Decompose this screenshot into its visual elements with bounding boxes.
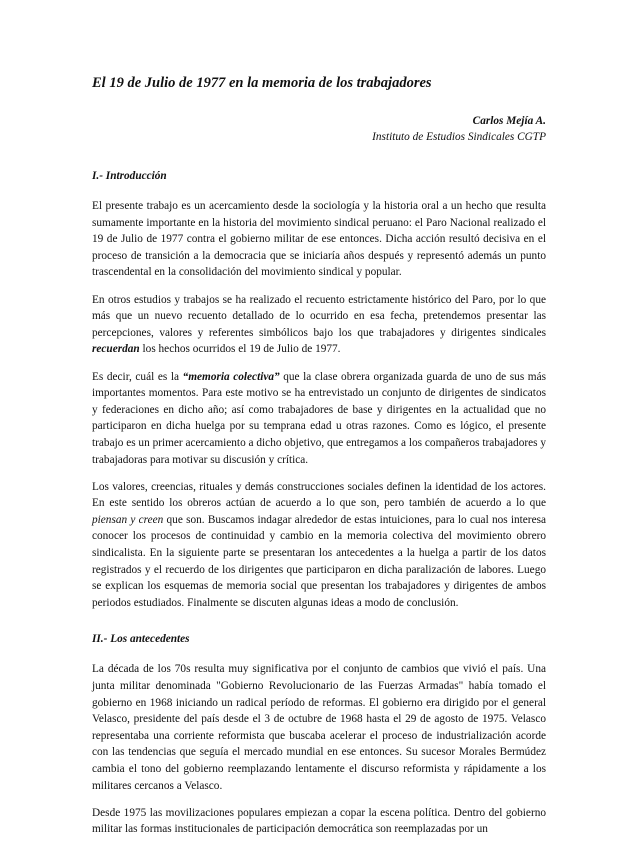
paragraph (92, 292, 546, 358)
paragraph (92, 479, 546, 612)
document-page (92, 74, 546, 849)
emphasized-text: “memoria colectiva” (182, 370, 280, 383)
section-heading-introduccion: I.- Introducción (92, 170, 167, 182)
section-heading-antecedentes: II.- Los antecedentes (92, 633, 190, 646)
paragraph: Desde 1975 las movilizaciones populares empiezan a copar la escena política. Dentro del gobierno militar las formas institucionales de participación democrática son reemplazadas por un (92, 806, 546, 836)
paragraph-text: Los valores, creencias, rituales y demás construcciones sociales definen la identidad de los actores. En este sentido los obreros actúan de acuerdo a lo que son, pero también de acuerdo a lo que (92, 480, 546, 510)
emphasized-text: recuerdan (92, 343, 140, 356)
author-affiliation: Instituto de Estudios Sindicales CGTP (372, 131, 546, 143)
paragraph: La década de los 70s resulta muy significativa por el conjunto de cambios que vivió el país. Una junta militar denominada "Gobierno Revolucionario de las Fuerzas Armadas" había tomado el gobierno en 1968 iniciando un radical período de reformas. El gobierno era dirigido por el general Velasco, presidente del país desde el 3 de octubre de 1968 hasta el 29 de agosto de 1975. Velasco representaba una corriente reformista que buscaba acelerar el proceso de industrialización acorde con las tendencias que seguía el mercado mundial en ese entonces. Su sucesor Morales Bermúdez cambia el tono del gobierno reemplazando lentamente el discurso reformista y rápidamente a los militares cercanos a Velasco. (92, 663, 546, 792)
paragraph-text: Es decir, cuál es la (92, 370, 183, 383)
paragraph-text: que la clase obrera organizada guarda de uno de sus más importantes momentos. Para este motivo se ha entrevistado un conjunto de dirigentes de sindicatos y federaciones en dicho año; así como trabajadores de base y dirigentes en la actualidad que no participaron en dicha huelga por su temprana edad u otras razones. Como es lógico, el presente trabajo es un primer acercamiento a dicho objetivo, que entregamos a los compañeros trabajadores y trabajadoras para motivar su discusión y crítica. (92, 370, 547, 466)
italic-text: piensan y creen (92, 513, 164, 526)
paragraph (92, 369, 546, 469)
paragraph: El presente trabajo es un acercamiento desde la sociología y la historia oral a un hecho que resulta sumamente importante en la historia del movimiento sindical peruano: el Paro Nacional realizado el 19 de Julio de 1977 contra el gobierno militar de ese entonces. Dicha acción resultó decisiva en el proceso de transición a la democracia que se iniciaría años después y representó además un punto trascendental en la consolidación del movimiento sindical y popular. (92, 200, 546, 279)
author-name: Carlos Mejía A. (472, 115, 546, 127)
paragraph-text: En otros estudios y trabajos se ha realizado el recuento estrictamente histórico del Paro, por lo que más que un nuevo recuento detallado de lo ocurrido en esa fecha, pretendemos presentar las percepciones, valores y referentes simbólicos bajo los que trabajadores y dirigentes sindicales (92, 293, 546, 339)
paragraph-text: que son. Buscamos indagar alrededor de estas intuiciones, para lo cual nos interesa conocer los procesos de continuidad y cambio en la memoria colectiva del movimiento obrero sindicalista. En la siguiente parte se presentaran los antecedentes a la huelga a partir de los datos registrados y el recuerdo de los dirigentes que participaron en dicha paralización de labores. Luego se explican los esquemas de memoria social que presentan los trabajadores y dirigentes de ambos periodos estudiados. Finalmente se discuten algunas ideas a modo de conclusión. (92, 513, 546, 609)
document-title: El 19 de Julio de 1977 en la memoria de los trabajadores (92, 75, 432, 91)
paragraph-text: los hechos ocurridos el 19 de Julio de 1977. (139, 343, 341, 356)
